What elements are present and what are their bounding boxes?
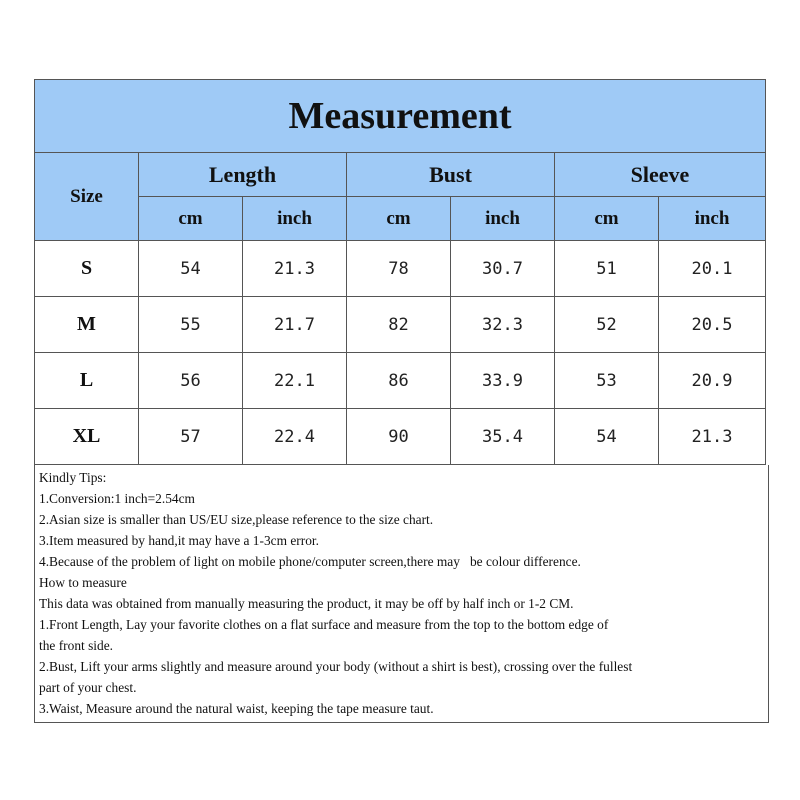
size-label: XL xyxy=(35,409,139,465)
unit-header: inch xyxy=(659,197,766,241)
length-header: Length xyxy=(139,153,347,197)
notes-line: How to measure xyxy=(39,575,127,590)
size-label: L xyxy=(35,353,139,409)
table-cell: 54 xyxy=(139,241,243,297)
notes-line: 1.Front Length, Lay your favorite clothes on a flat surface and measure from the top to the bottom edge of xyxy=(39,617,609,632)
table-cell: 22.4 xyxy=(243,409,347,465)
notes-line: Kindly Tips: xyxy=(39,470,107,485)
notes-line: 4.Because of the problem of light on mobile phone/computer screen,there may be colour difference. xyxy=(39,554,581,569)
table-cell: 21.3 xyxy=(243,241,347,297)
unit-header: inch xyxy=(243,197,347,241)
table-cell: 78 xyxy=(347,241,451,297)
table-cell: 20.9 xyxy=(659,353,766,409)
notes-line: the front side. xyxy=(39,638,114,653)
unit-header: cm xyxy=(139,197,243,241)
sleeve-header: Sleeve xyxy=(555,153,766,197)
size-label: S xyxy=(35,241,139,297)
unit-header: cm xyxy=(555,197,659,241)
table-cell: 54 xyxy=(555,409,659,465)
measurement-table xyxy=(34,79,766,465)
table-cell: 22.1 xyxy=(243,353,347,409)
table-title: Measurement xyxy=(35,80,766,153)
table-cell: 90 xyxy=(347,409,451,465)
notes-line: part of your chest. xyxy=(39,680,137,695)
table-cell: 21.3 xyxy=(659,409,766,465)
notes-line: 1.Conversion:1 inch=2.54cm xyxy=(39,491,195,506)
size-header: Size xyxy=(35,153,139,241)
table-cell: 35.4 xyxy=(451,409,555,465)
table-cell: 55 xyxy=(139,297,243,353)
table-cell: 82 xyxy=(347,297,451,353)
table-cell: 21.7 xyxy=(243,297,347,353)
table-row xyxy=(35,297,766,353)
table-cell: 20.1 xyxy=(659,241,766,297)
table-cell: 32.3 xyxy=(451,297,555,353)
size-chart xyxy=(34,79,765,723)
unit-header: cm xyxy=(347,197,451,241)
notes-section xyxy=(34,465,769,723)
table-cell: 33.9 xyxy=(451,353,555,409)
notes-line: 3.Item measured by hand,it may have a 1-3cm error. xyxy=(39,533,319,548)
notes-line: 3.Waist, Measure around the natural waist, keeping the tape measure taut. xyxy=(39,701,434,716)
size-label: M xyxy=(35,297,139,353)
table-cell: 52 xyxy=(555,297,659,353)
notes-line: 2.Asian size is smaller than US/EU size,please reference to the size chart. xyxy=(39,512,434,527)
table-row xyxy=(35,241,766,297)
table-cell: 51 xyxy=(555,241,659,297)
notes-line: This data was obtained from manually measuring the product, it may be off by half inch or 1-2 CM. xyxy=(39,596,574,611)
table-cell: 86 xyxy=(347,353,451,409)
table-cell: 53 xyxy=(555,353,659,409)
table-cell: 30.7 xyxy=(451,241,555,297)
table-cell: 57 xyxy=(139,409,243,465)
unit-header: inch xyxy=(451,197,555,241)
bust-header: Bust xyxy=(347,153,555,197)
table-cell: 20.5 xyxy=(659,297,766,353)
table-cell: 56 xyxy=(139,353,243,409)
notes-line: 2.Bust, Lift your arms slightly and measure around your body (without a shirt is best), crossing over the fullest xyxy=(39,659,633,674)
table-row xyxy=(35,353,766,409)
table-row xyxy=(35,409,766,465)
